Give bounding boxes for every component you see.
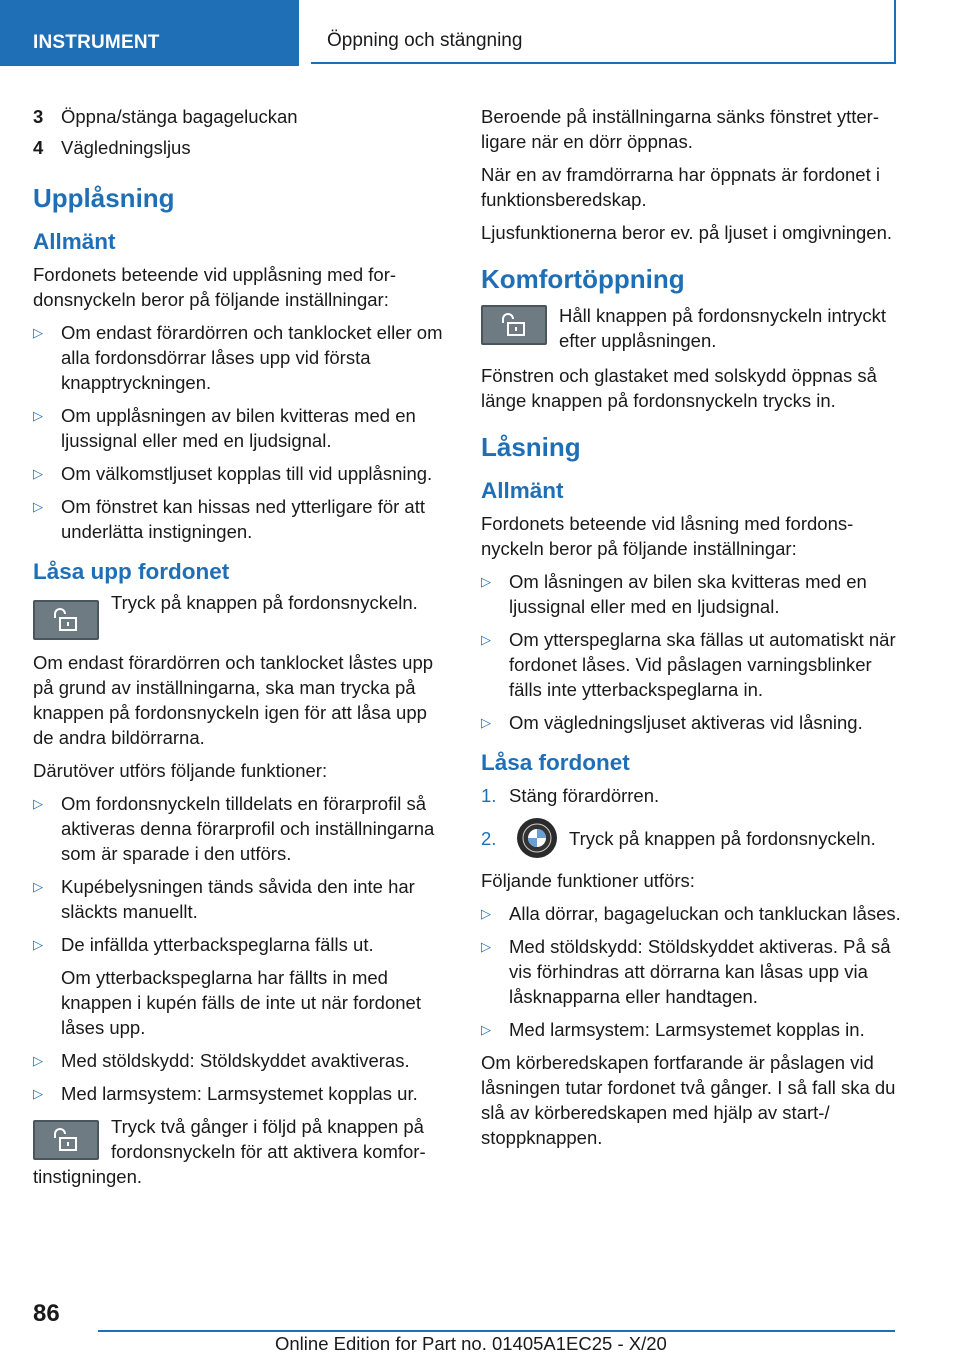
bullet-item: ▷ Med larmsystem: Larmsystemet kopplas in. [481,1019,865,1040]
heading-allmant: Allmänt [481,478,564,503]
paragraph: Om ytterbackspeglarna har fällts in med knappen i kupén fälls de inte ut när fordonet låses upp. [61,967,421,1038]
triangle-bullet-icon: ▷ [33,408,43,423]
paragraph: Därutöver utförs följande funktioner: [33,760,328,781]
paragraph: Om körberedskapen fortfarande är påslagen vid låsningen tutar fordonet två gånger. I så fall ska du slå av körberedskapen med hjälp av start-/ stoppknappen. [481,1052,896,1148]
paragraph: När en av framdörrarna har öppnats är fordonet i funktionsberedskap. [481,164,880,210]
right-column [481,104,901,1158]
list-item: 4 Vägledningsljus [33,137,191,158]
page-header [0,0,960,66]
bullet-item: ▷ Kupébelysningen tänds såvida den inte har släckts manuellt. [33,876,415,922]
heading-upplasning: Upplåsning [33,183,175,213]
triangle-bullet-icon: ▷ [481,1022,491,1037]
chapter-title: Öppning och stängning [311,0,896,64]
triangle-bullet-icon: ▷ [33,1053,43,1068]
bullet-item: ▷ De infällda ytterbackspeglarna fälls ut. [33,934,374,955]
unlock-key-icon [33,1120,99,1160]
list-item: 3 Öppna/stänga bagageluckan [33,106,298,127]
key-instruction: Tryck på knappen på fordonsnyckeln. [33,592,448,640]
bullet-item: ▷ Om upplåsningen av bilen kvitteras med en ljussignal eller med en ljudsignal. [33,405,416,451]
bullet-item: ▷ Om endast förardörren och tanklocket eller om alla fordonsdörrar låses upp vid första knapptryckningen. [33,322,443,393]
paragraph: Fordonets beteende vid upplåsning med fordonsnyckeln beror på följande inställningar: [33,264,397,310]
paragraph: Fönstren och glastaket med solskydd öppnas så länge knappen på fordonsnyckeln trycks in. [481,365,877,411]
heading-lasa-fordonet: Låsa fordonet [481,750,630,775]
bullet-item: ▷ Med larmsystem: Larmsystemet kopplas ur. [33,1083,418,1104]
triangle-bullet-icon: ▷ [481,574,491,589]
triangle-bullet-icon: ▷ [481,715,491,730]
triangle-bullet-icon: ▷ [33,499,43,514]
triangle-bullet-icon: ▷ [33,879,43,894]
triangle-bullet-icon: ▷ [33,1086,43,1101]
step-item: 1. Stäng förardörren. [481,785,660,806]
bullet-item: ▷ Om välkomstljuset kopplas till vid upplåsning. [33,463,433,484]
triangle-bullet-icon: ▷ [33,796,43,811]
unlock-key-icon [33,600,99,640]
heading-lasning: Låsning [481,432,581,462]
footer-divider [98,1330,895,1332]
footer-edition: Online Edition for Part no. 01405A1EC25 - X/20 [275,1333,667,1354]
section-tab: INSTRUMENT [0,0,299,66]
bmw-logo-icon [517,818,557,858]
bullet-item: ▷ Med stöldskydd: Stöldskyddet aktiveras. På så vis förhindras att dörrarna kan låsas upp via låsknapparna eller handtagen. [481,936,891,1007]
triangle-bullet-icon: ▷ [481,906,491,921]
bullet-item: ▷ Om fönstret kan hissas ned ytterligare för att underlätta instigningen. [33,496,425,542]
left-column [33,104,448,1189]
paragraph: Följande funktioner utförs: [481,870,695,891]
bullet-item: ▷ Om fordonsnyckeln tilldelats en förarprofil så aktiveras denna förarprofil och inställningarna som är sparade i den utförs. [33,793,435,864]
triangle-bullet-icon: ▷ [33,466,43,481]
key-instruction: Håll knappen på fordonsnyckeln intryckt efter upplåsningen. [481,303,901,353]
bullet-item: ▷ Om ytterspeglarna ska fällas ut automatiskt när fordonet låses. Vid påslagen varningsblinker fälls inte ytterbackspeglarna in. [481,629,896,700]
step-item: 2. Tryck på knappen på fordonsnyckeln. [481,818,901,858]
paragraph: Fordonets beteende vid låsning med fordonsnyckeln beror på följande inställningar: [481,513,854,559]
triangle-bullet-icon: ▷ [33,325,43,340]
bullet-item: ▷ Med stöldskydd: Stöldskyddet avaktiveras. [33,1050,410,1071]
unlock-key-icon [481,305,547,345]
bullet-item: ▷ Om vägledningsljuset aktiveras vid låsning. [481,712,863,733]
paragraph: Ljusfunktionerna beror ev. på ljuset i omgivningen. [481,222,893,243]
heading-komfortoppning: Komfortöppning [481,264,685,294]
bullet-item: ▷ Om låsningen av bilen ska kvitteras med en ljussignal eller med en ljudsignal. [481,571,867,617]
paragraph: Om endast förardörren och tanklocket låstes upp på grund av inställningarna, ska man trycka på knappen på fordonsnyckeln igen för att låsa upp de andra bildörrarna. [33,652,434,748]
page-number: 86 [33,1300,60,1327]
triangle-bullet-icon: ▷ [481,939,491,954]
heading-allmant: Allmänt [33,229,116,254]
triangle-bullet-icon: ▷ [33,937,43,952]
bullet-item: ▷ Alla dörrar, bagageluckan och tankluckan låses. [481,903,901,924]
paragraph: Beroende på inställningarna sänks fönstret ytterligare när en dörr öppnas. [481,106,879,152]
key-instruction: Tryck två gånger i följd på knappen på fordonsnyckeln för att aktivera komfortinstigningen. [33,1116,426,1187]
triangle-bullet-icon: ▷ [481,632,491,647]
heading-lasa-upp: Låsa upp fordonet [33,559,230,584]
